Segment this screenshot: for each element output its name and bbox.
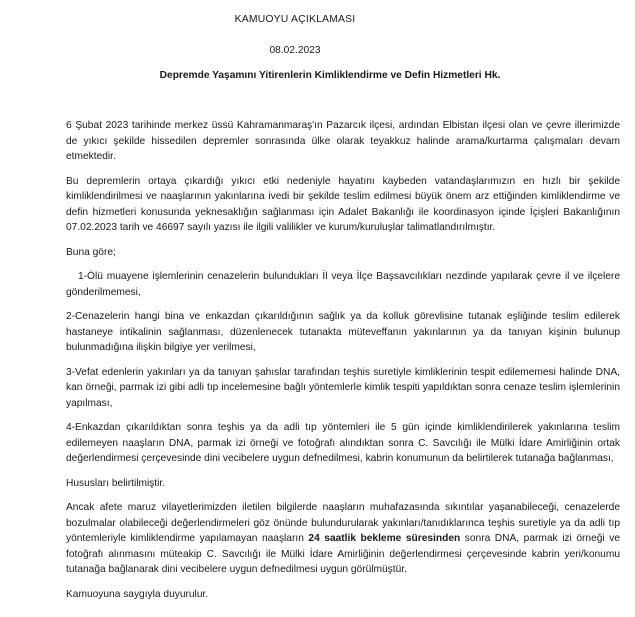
document-body (66, 118, 620, 611)
paragraph-stated: Hususları belirtilmiştir. (66, 477, 166, 489)
paragraph-item-4: 4-Enkazdan çıkarıldıktan sonra teşhis ya da adli tıp yöntemleri ile 5 gün içinde kimliklendirilerek yakınlarına teslim edilemeyen naaşların DNA, parmak izi örneği ve fotoğrafı alındıktan sonra C. Savcılığı ile Mülki İdare Amirliğinin ortak değerlendirmesi çerçevesinde dini vecibelere uygun defnedilmesi, kabrin konumunun da belirtilerek tutanağa bağlanması, (66, 422, 620, 464)
paragraph-accordingly: Buna göre; (66, 246, 116, 258)
document-title: KAMUOYU AÇIKLAMASI (234, 14, 356, 25)
paragraph-however (66, 500, 620, 578)
paragraph-item-2: 2-Cenazelerin hangi bina ve enkazdan çıkarıldığının sağlık ya da kolluk görevlisine tutanak eşliğinde teslim edilerek hastaneye intikalinin sağlanması, düzenlenecek tutanakta müteveffanın yakınlarının ya da tanıyan kişinin bulunup bulunmadığına ilişkin bilgiye yer verilmesi, (66, 311, 620, 353)
paragraph-however-start: Ancak afete maruz vilayetlerimizden iletilen bilgilerde naaşların muhafazasında sıkıntılar yaşanabileceği, cenazelerde bozulmalar olabileceği değerlendirmeleri göz önünde bulundurularak yakınları/tanıdıklarınca teşhis suretiyle ya da adli tıp yöntemleriyle kimliklendirme yapılamayan naaşların (66, 502, 620, 544)
paragraph-however-end: sonra DNA, parmak izi örneği ve fotoğrafı alınmasını müteakip C. Savcılığı ile Mülki İdare Amirliğinin değerlendirmesi çerçevesinde kabrin yeri/konumu tutanağa bağlanarak dini vecibelere uygun defnedilmesi uygun görülmüştür. (66, 533, 620, 575)
document-subject: Depremde Yaşamını Yitirenlerin Kimliklendirme ve Defin Hizmetleri Hk. (159, 70, 501, 81)
document-date: 08.02.2023 (269, 45, 321, 56)
paragraph-item-1: 1-Ölü muayene işlemlerinin cenazelerin bulundukları İl veya İlçe Başsavcılıkları nezdinde yapılarak çevre il ve ilçelere gönderilmemesi, (66, 271, 620, 298)
paragraph-however-bold: 24 saatlik bekleme süresinden (308, 533, 461, 544)
paragraph-context: Bu depremlerin ortaya çıkardığı yıkıcı etki nedeniyle hayatını kaybeden vatandaşlarımızın en hızlı bir şekilde kimliklendirilmesi ve naaşlarının yakınlarına ivedi bir şekilde teslim edilmesi büyük önem arz ettiğinden kimliklendirme ve defin hizmetleri konusunda yeknesaklığın sağlanması için Adalet Bakanlığı ile koordinasyon içinde İçişleri Bakanlığının 07.02.2023 tarih ve 46697 sayılı yazısı ile ilgili valilikler ve kurum/kuruluşlar talimatlandırılmıştır. (66, 175, 620, 233)
paragraph-intro: 6 Şubat 2023 tarihinde merkez üssü Kahramanmaraş'ın Pazarcık ilçesi, ardından Elbistan ilçesi olan ve çevre illerimizde de yıkıcı şekilde hissedilen depremler sonrasında ülke olarak teyakkuz halinde arama/kurtarma çalışmaları devam etmektedir. (66, 120, 620, 162)
paragraph-closing: Kamuoyuna saygıyla duyurulur. (66, 588, 209, 600)
paragraph-item-3: 3-Vefat edenlerin yakınları ya da tanıyan şahıslar tarafından teşhis suretiyle kimliklerinin tespit edilememesi halinde DNA, kan örneği, parmak izi gibi adli tıp incelemesine bağlı yöntemlerle kimlik tespiti yapıldıktan sonra cenaze teslim işlemlerinin yapılması, (66, 366, 620, 409)
